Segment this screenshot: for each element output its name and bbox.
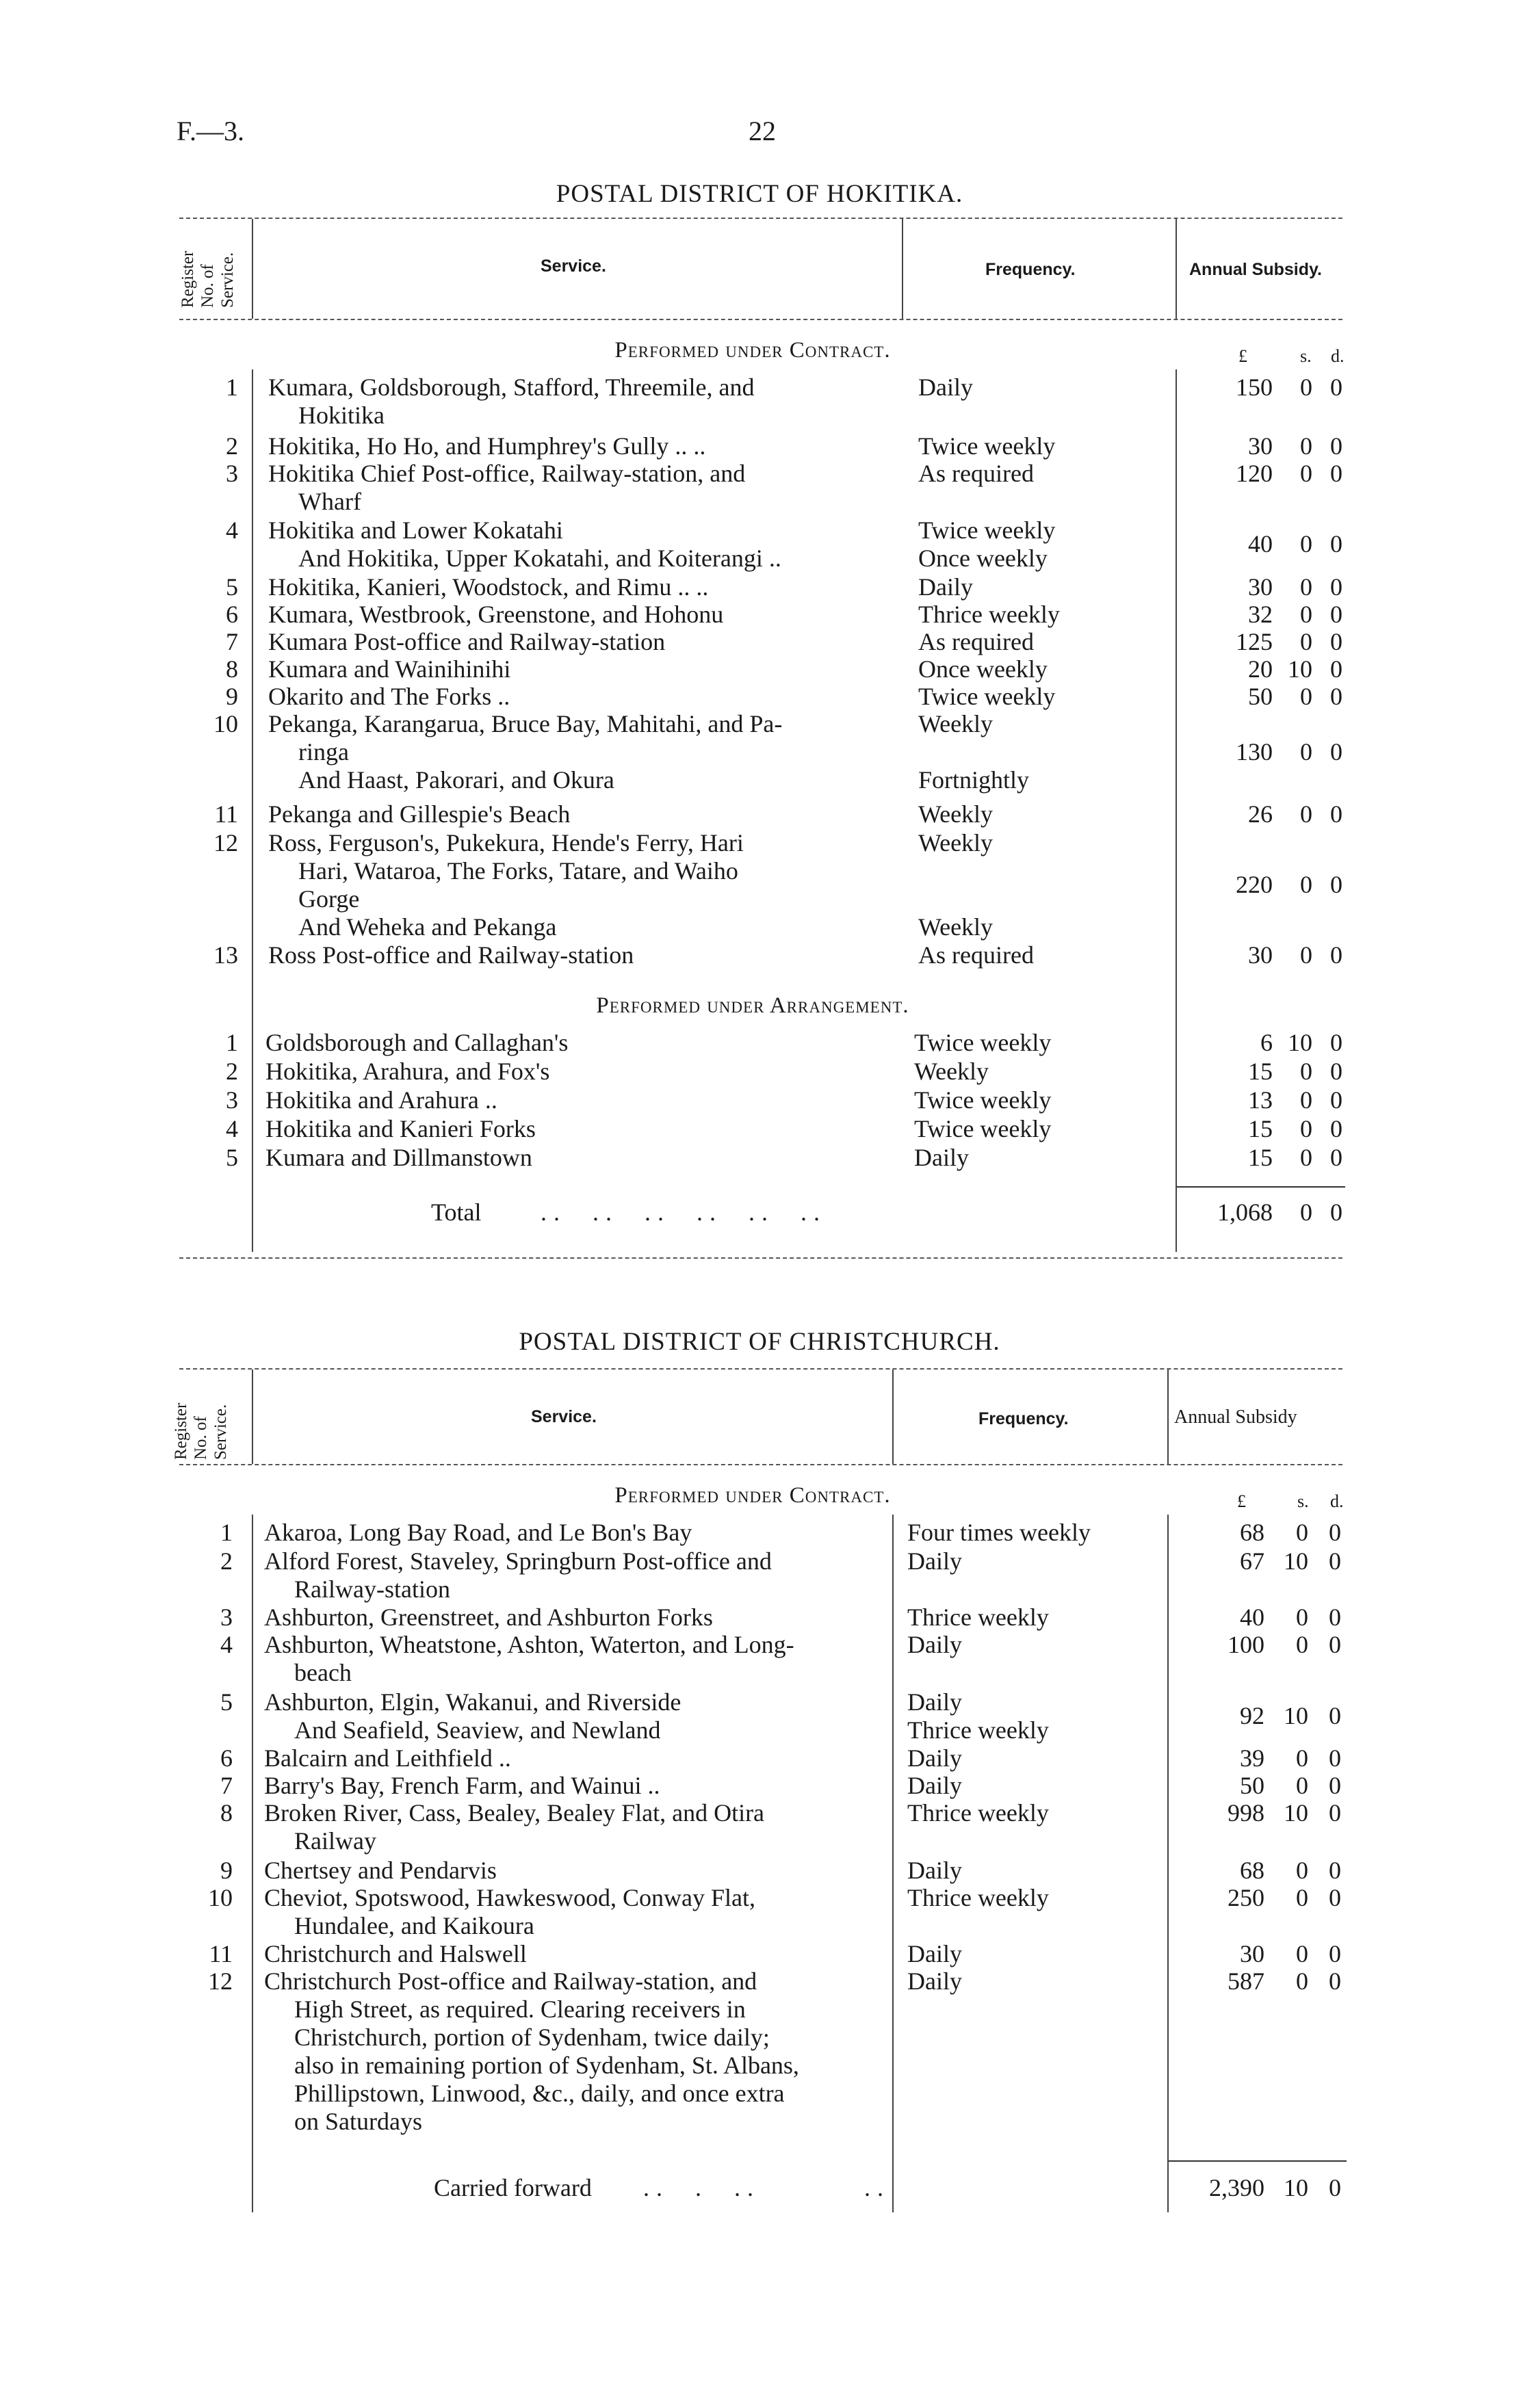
subsidy-shillings: 0 <box>1296 1857 1308 1884</box>
subsidy-shillings: 0 <box>1300 573 1312 601</box>
subsidy-shillings: 0 <box>1300 683 1312 710</box>
subsidy-shillings: 0 <box>1300 460 1312 487</box>
subsidy-pounds: 30 <box>1248 941 1273 969</box>
service-number: 4 <box>226 516 238 544</box>
service-description: Ashburton, Greenstreet, and Ashburton Forks <box>264 1604 713 1631</box>
subsidy-pence: 0 <box>1329 1631 1341 1658</box>
register-heading-line-1: Register <box>172 1402 190 1460</box>
service-number: 13 <box>213 941 238 969</box>
service-description: Hokitika Chief Post-office, Railway-station, and <box>268 460 746 487</box>
service-description: Alford Forest, Staveley, Springburn Post-office and <box>264 1547 772 1575</box>
subsidy-column-header: Annual Subsidy <box>1174 1406 1297 1428</box>
subsidy-pounds: 20 <box>1248 655 1273 683</box>
shillings-heading: s. <box>1297 1491 1309 1511</box>
subsidy-pence: 0 <box>1330 1115 1342 1142</box>
subsidy-shillings: 0 <box>1296 1744 1308 1772</box>
service-number: 3 <box>226 460 238 487</box>
register-heading-line-3: Service. <box>211 1404 230 1460</box>
subsidy-shillings: 10 <box>1284 1799 1308 1827</box>
service-frequency: Daily <box>907 1547 962 1575</box>
service-description: Hokitika, Kanieri, Woodstock, and Rimu .. .. <box>268 573 709 601</box>
subsidy-shillings: 0 <box>1296 1519 1308 1546</box>
service-frequency: As required <box>918 628 1034 655</box>
service-number: 2 <box>226 1058 238 1085</box>
subsidy-pence: 0 <box>1329 1604 1341 1631</box>
service-frequency: Twice weekly <box>914 1115 1052 1142</box>
service-frequency: Daily <box>907 1631 962 1658</box>
subsidy-pence: 0 <box>1330 374 1342 401</box>
service-column-header: Service. <box>531 1407 597 1426</box>
service-number: 11 <box>209 1940 233 1967</box>
service-description: Railway-station <box>294 1575 450 1603</box>
subsidy-pounds: 15 <box>1248 1115 1273 1142</box>
subsidy-shillings: 10 <box>1284 1702 1308 1729</box>
service-description: also in remaining portion of Sydenham, St. Albans, <box>294 2052 799 2079</box>
service-frequency: Daily <box>907 1744 962 1772</box>
subsidy-pence: 0 <box>1330 683 1342 710</box>
service-frequency: Daily <box>907 1688 962 1716</box>
subsidy-pence: 0 <box>1330 573 1342 601</box>
subsidy-pence: 0 <box>1329 1547 1341 1575</box>
service-description: Hokitika, Arahura, and Fox's <box>265 1058 550 1085</box>
subsidy-pounds: 6 <box>1260 1029 1273 1056</box>
total-pounds: 1,068 <box>1217 1199 1273 1226</box>
service-frequency: Daily <box>918 374 973 401</box>
subsidy-pence: 0 <box>1329 1967 1341 1995</box>
service-description: Kumara Post-office and Railway-station <box>268 628 666 655</box>
frequency-column-header: Frequency. <box>985 260 1076 279</box>
subsidy-pence: 0 <box>1330 1144 1342 1171</box>
register-heading-line-1: Register <box>179 250 197 308</box>
register-heading-line-2: No. of <box>192 1416 210 1460</box>
service-number: 1 <box>226 1029 238 1056</box>
service-number: 9 <box>226 683 238 710</box>
service-number: 7 <box>220 1772 233 1799</box>
service-description: Hokitika, Ho Ho, and Humphrey's Gully .. .. <box>268 432 706 460</box>
subsidy-shillings: 0 <box>1300 601 1312 628</box>
subsidy-pounds: 250 <box>1228 1884 1264 1911</box>
service-frequency-secondary: Once weekly <box>918 545 1048 572</box>
service-description: Phillipstown, Linwood, &c., daily, and once extra <box>294 2080 785 2107</box>
subsidy-pounds: 30 <box>1248 432 1273 460</box>
subsidy-shillings: 10 <box>1284 1547 1308 1575</box>
service-frequency: Weekly <box>918 800 994 828</box>
service-description: Ashburton, Wheatstone, Ashton, Waterton, and Long- <box>264 1631 794 1658</box>
service-description: Gorge <box>298 885 360 913</box>
subsidy-shillings: 0 <box>1300 738 1312 765</box>
service-description: Pekanga and Gillespie's Beach <box>268 800 571 828</box>
frequency-column-header: Frequency. <box>978 1409 1069 1428</box>
subsidy-shillings: 0 <box>1300 800 1312 828</box>
subsidy-shillings: 0 <box>1300 530 1312 558</box>
service-description: And Weheka and Pekanga <box>298 913 557 941</box>
service-frequency: Twice weekly <box>914 1029 1052 1056</box>
service-number: 1 <box>226 374 238 401</box>
service-number: 12 <box>208 1967 233 1995</box>
service-description: High Street, as required. Clearing receivers in <box>294 1995 746 2023</box>
subsidy-pence: 0 <box>1329 1884 1341 1911</box>
service-description: And Seafield, Seaview, and Newland <box>294 1716 661 1744</box>
subsidy-pounds: 32 <box>1248 601 1273 628</box>
service-frequency: Once weekly <box>918 655 1048 683</box>
service-description: Hari, Wataroa, The Forks, Tatare, and Waiho <box>298 857 738 885</box>
carried-pence: 0 <box>1329 2174 1341 2201</box>
service-frequency: Four times weekly <box>907 1519 1091 1546</box>
subsidy-column-header: Annual Subsidy. <box>1189 260 1322 279</box>
subsidy-pounds: 26 <box>1248 800 1273 828</box>
subsidy-pounds: 68 <box>1240 1857 1264 1884</box>
subsidy-pence: 0 <box>1330 432 1342 460</box>
carried-forward-label: Carried forward <box>434 2174 592 2201</box>
subsidy-pounds: 40 <box>1248 530 1273 558</box>
hokitika-number-rule <box>252 369 253 1252</box>
hokitika-subsidy-rule <box>1176 369 1177 1252</box>
subsidy-pence: 0 <box>1329 1519 1341 1546</box>
subsidy-pounds: 39 <box>1240 1744 1264 1772</box>
subsidy-pounds: 30 <box>1240 1940 1264 1967</box>
service-number: 7 <box>226 628 238 655</box>
hokitika-contract-heading: Performed under Contract. <box>614 338 891 363</box>
subsidy-shillings: 0 <box>1300 1115 1312 1142</box>
carried-leader-dots: .. . .. .. <box>643 2174 890 2201</box>
service-frequency-secondary: Fortnightly <box>918 766 1030 794</box>
subsidy-shillings: 0 <box>1296 1884 1308 1911</box>
service-frequency: Daily <box>914 1144 969 1171</box>
service-description: Ross, Ferguson's, Pukekura, Hende's Ferry, Hari <box>268 829 744 856</box>
subsidy-pounds: 15 <box>1248 1144 1273 1171</box>
carried-shillings: 10 <box>1284 2174 1308 2201</box>
subsidy-shillings: 0 <box>1300 1086 1312 1114</box>
subsidy-pounds: 220 <box>1236 871 1273 898</box>
report-reference: F.—3. <box>177 116 245 146</box>
total-shillings: 0 <box>1300 1199 1312 1226</box>
subsidy-pounds: 50 <box>1248 683 1273 710</box>
service-frequency: Thrice weekly <box>907 1884 1049 1911</box>
service-frequency: Twice weekly <box>914 1086 1052 1114</box>
service-number: 1 <box>220 1519 233 1546</box>
service-column-header: Service. <box>541 257 606 276</box>
subsidy-pounds: 67 <box>1240 1547 1264 1575</box>
subsidy-pence: 0 <box>1330 1029 1342 1056</box>
service-description: Cheviot, Spotswood, Hawkeswood, Conway Flat, <box>264 1884 755 1911</box>
subsidy-shillings: 0 <box>1296 1631 1308 1658</box>
service-frequency: Twice weekly <box>918 683 1056 710</box>
subsidy-pounds: 998 <box>1228 1799 1264 1827</box>
service-description: Hundalee, and Kaikoura <box>294 1912 534 1939</box>
subsidy-pence: 0 <box>1330 941 1342 969</box>
subsidy-shillings: 0 <box>1296 1772 1308 1799</box>
service-description: Kumara and Wainihinihi <box>268 655 511 683</box>
subsidy-pounds: 150 <box>1236 374 1273 401</box>
service-frequency: Twice weekly <box>918 516 1056 544</box>
service-number: 5 <box>220 1688 233 1716</box>
total-label: Total <box>431 1199 482 1226</box>
subsidy-pence: 0 <box>1329 1857 1341 1884</box>
service-description: Pekanga, Karangarua, Bruce Bay, Mahitahi, and Pa- <box>268 710 783 737</box>
service-number: 5 <box>226 573 238 601</box>
subsidy-shillings: 0 <box>1296 1967 1308 1995</box>
service-frequency: Twice weekly <box>918 432 1056 460</box>
subsidy-pence: 0 <box>1329 1940 1341 1967</box>
service-frequency: As required <box>918 941 1034 969</box>
service-frequency: Weekly <box>918 710 994 737</box>
subsidy-pounds: 40 <box>1240 1604 1264 1631</box>
hokitika-title: POSTAL DISTRICT OF HOKITIKA. <box>556 180 963 208</box>
christchurch-contract-heading: Performed under Contract. <box>614 1483 891 1508</box>
service-description: And Hokitika, Upper Kokatahi, and Koiterangi .. <box>298 545 781 572</box>
service-description: Okarito and The Forks .. <box>268 683 510 710</box>
service-number: 5 <box>226 1144 238 1171</box>
subsidy-shillings: 0 <box>1300 1144 1312 1171</box>
service-frequency-secondary: Thrice weekly <box>907 1716 1049 1744</box>
subsidy-pounds: 15 <box>1248 1058 1273 1085</box>
service-description: Akaroa, Long Bay Road, and Le Bon's Bay <box>264 1519 692 1546</box>
total-pence: 0 <box>1330 1199 1342 1226</box>
service-description: Hokitika and Arahura .. <box>265 1086 497 1114</box>
service-frequency: Daily <box>907 1967 962 1995</box>
service-description: ringa <box>298 738 349 765</box>
service-description: Christchurch, portion of Sydenham, twice daily; <box>294 2024 770 2051</box>
service-frequency: Thrice weekly <box>907 1604 1049 1631</box>
service-description: Christchurch Post-office and Railway-station, and <box>264 1967 757 1995</box>
subsidy-shillings: 10 <box>1288 655 1312 683</box>
subsidy-pounds: 68 <box>1240 1519 1264 1546</box>
subsidy-shillings: 0 <box>1300 941 1312 969</box>
carried-pounds: 2,390 <box>1209 2174 1264 2201</box>
subsidy-pounds: 587 <box>1228 1967 1264 1995</box>
shillings-heading: s. <box>1300 346 1312 366</box>
subsidy-pence: 0 <box>1330 530 1342 558</box>
subsidy-shillings: 0 <box>1300 871 1312 898</box>
service-number: 10 <box>208 1884 233 1911</box>
subsidy-shillings: 0 <box>1296 1604 1308 1631</box>
subsidy-pence: 0 <box>1330 738 1342 765</box>
pence-heading: d. <box>1331 346 1345 366</box>
register-heading-line-2: No. of <box>198 264 217 308</box>
service-number: 12 <box>213 829 238 856</box>
service-frequency: Daily <box>907 1772 962 1799</box>
hokitika-arrangement-heading: Performed under Arrangement. <box>596 993 909 1018</box>
christchurch-title: POSTAL DISTRICT OF CHRISTCHURCH. <box>519 1328 1000 1356</box>
subsidy-pence: 0 <box>1330 1058 1342 1085</box>
service-description: on Saturdays <box>294 2108 422 2135</box>
subsidy-pence: 0 <box>1330 460 1342 487</box>
service-number: 2 <box>226 432 238 460</box>
service-frequency: Daily <box>907 1857 962 1884</box>
subsidy-pounds: 125 <box>1236 628 1273 655</box>
subsidy-pence: 0 <box>1330 628 1342 655</box>
subsidy-pounds: 13 <box>1248 1086 1273 1114</box>
subsidy-shillings: 0 <box>1300 628 1312 655</box>
service-description: beach <box>294 1659 352 1686</box>
subsidy-shillings: 10 <box>1288 1029 1312 1056</box>
service-number: 3 <box>220 1604 233 1631</box>
service-number: 3 <box>226 1086 238 1114</box>
service-description: Chertsey and Pendarvis <box>264 1857 497 1884</box>
service-number: 4 <box>220 1631 233 1658</box>
subsidy-pence: 0 <box>1329 1799 1341 1827</box>
service-description: And Haast, Pakorari, and Okura <box>298 766 614 794</box>
page-number: 22 <box>749 116 776 146</box>
pence-heading: d. <box>1330 1491 1344 1511</box>
subsidy-pence: 0 <box>1329 1744 1341 1772</box>
service-description: Kumara, Westbrook, Greenstone, and Hohonu <box>268 601 724 628</box>
subsidy-pence: 0 <box>1330 871 1342 898</box>
christchurch-number-rule <box>252 1515 253 2212</box>
service-frequency: Thrice weekly <box>918 601 1060 628</box>
service-description: Goldsborough and Callaghan's <box>265 1029 569 1056</box>
pounds-heading: £ <box>1238 346 1247 366</box>
service-number: 8 <box>220 1799 233 1827</box>
service-frequency: Thrice weekly <box>907 1799 1049 1827</box>
subsidy-pounds: 130 <box>1236 738 1273 765</box>
service-frequency: As required <box>918 460 1034 487</box>
service-frequency-secondary: Weekly <box>918 913 994 941</box>
service-number: 4 <box>226 1115 238 1142</box>
subsidy-shillings: 0 <box>1296 1940 1308 1967</box>
service-description: Christchurch and Halswell <box>264 1940 527 1967</box>
service-frequency: Weekly <box>914 1058 989 1085</box>
subsidy-pounds: 50 <box>1240 1772 1264 1799</box>
service-frequency: Daily <box>918 573 973 601</box>
service-description: Balcairn and Leithfield .. <box>264 1744 511 1772</box>
service-description: Hokitika and Kanieri Forks <box>265 1115 536 1142</box>
service-frequency: Daily <box>907 1940 962 1967</box>
service-description: Wharf <box>298 488 361 515</box>
pounds-heading: £ <box>1237 1491 1246 1511</box>
service-number: 9 <box>220 1857 233 1884</box>
service-description: Hokitika <box>298 402 385 429</box>
total-leader-dots: .. .. .. .. .. .. <box>541 1199 827 1226</box>
subsidy-pence: 0 <box>1329 1702 1341 1729</box>
subsidy-pence: 0 <box>1330 1086 1342 1114</box>
subsidy-shillings: 0 <box>1300 374 1312 401</box>
service-description: Kumara and Dillmanstown <box>265 1144 532 1171</box>
service-frequency: Weekly <box>918 829 994 856</box>
service-description: Kumara, Goldsborough, Stafford, Threemile, and <box>268 374 755 401</box>
subsidy-shillings: 0 <box>1300 432 1312 460</box>
christchurch-frequency-rule <box>892 1515 894 2212</box>
christchurch-subsidy-rule <box>1167 1515 1169 2212</box>
subsidy-pence: 0 <box>1330 655 1342 683</box>
subsidy-shillings: 0 <box>1300 1058 1312 1085</box>
service-description: Railway <box>294 1827 376 1855</box>
service-description: Hokitika and Lower Kokatahi <box>268 516 563 544</box>
service-number: 6 <box>220 1744 233 1772</box>
service-number: 11 <box>214 800 238 828</box>
subsidy-pounds: 30 <box>1248 573 1273 601</box>
subsidy-pence: 0 <box>1330 601 1342 628</box>
register-heading-line-3: Service. <box>218 252 237 308</box>
service-number: 10 <box>213 710 238 737</box>
subsidy-pence: 0 <box>1330 800 1342 828</box>
service-description: Broken River, Cass, Bealey, Bealey Flat, and Otira <box>264 1799 765 1827</box>
service-number: 8 <box>226 655 238 683</box>
service-number: 6 <box>226 601 238 628</box>
service-number: 2 <box>220 1547 233 1575</box>
subsidy-pounds: 100 <box>1228 1631 1264 1658</box>
subsidy-pence: 0 <box>1329 1772 1341 1799</box>
service-description: Ross Post-office and Railway-station <box>268 941 634 969</box>
subsidy-pounds: 92 <box>1240 1702 1264 1729</box>
service-description: Ashburton, Elgin, Wakanui, and Riverside <box>264 1688 681 1716</box>
service-description: Barry's Bay, French Farm, and Wainui .. <box>264 1772 660 1799</box>
subsidy-pounds: 120 <box>1236 460 1273 487</box>
